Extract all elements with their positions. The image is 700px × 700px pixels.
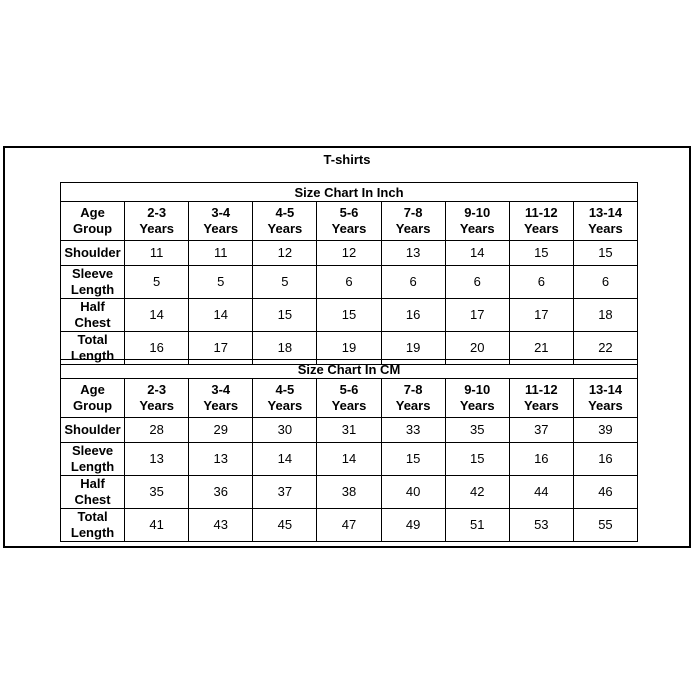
table-row [61, 443, 638, 476]
table-cell: 6 [445, 266, 509, 299]
table-cell: 30 [253, 418, 317, 443]
table-cell: 13 [381, 241, 445, 266]
table-cell: 19 [317, 332, 381, 365]
table-cell: 33 [381, 418, 445, 443]
table-cell: 15 [445, 443, 509, 476]
table-cell: 15 [381, 443, 445, 476]
table-cell: 6 [509, 266, 573, 299]
table-row [61, 418, 638, 443]
table-cell: 17 [445, 299, 509, 332]
table-cell: 22 [573, 332, 637, 365]
size-chart-frame [3, 146, 691, 548]
table-cell: 39 [573, 418, 637, 443]
table-cell: 15 [509, 241, 573, 266]
table-cell: 44 [509, 476, 573, 509]
size-chart-cm-table [60, 359, 638, 542]
table-cell: 5 [189, 266, 253, 299]
age-group-header: 5-6 Years [317, 379, 381, 418]
age-group-header: 13-14 Years [573, 379, 637, 418]
table-cell: 38 [317, 476, 381, 509]
age-group-header: 9-10 Years [445, 379, 509, 418]
age-group-header: 11-12 Years [509, 379, 573, 418]
age-group-label: Age Group [61, 202, 125, 241]
table-cell: 41 [125, 509, 189, 542]
table-cell: 16 [509, 443, 573, 476]
table-cell: 29 [189, 418, 253, 443]
age-group-header: 7-8 Years [381, 379, 445, 418]
table-cell: 18 [573, 299, 637, 332]
table-cell: 15 [317, 299, 381, 332]
table-cell: 51 [445, 509, 509, 542]
table-row [61, 299, 638, 332]
table-cell: 15 [253, 299, 317, 332]
row-label: Shoulder [61, 241, 125, 266]
table-cell: 18 [253, 332, 317, 365]
table-body [61, 418, 638, 542]
table-cell: 14 [189, 299, 253, 332]
table-cell: 12 [253, 241, 317, 266]
table-cell: 45 [253, 509, 317, 542]
table-cell: 46 [573, 476, 637, 509]
table-caption: Size Chart In CM [61, 360, 638, 379]
table-cell: 17 [189, 332, 253, 365]
table-cell: 13 [189, 443, 253, 476]
table-cell: 5 [125, 266, 189, 299]
table-cell: 6 [317, 266, 381, 299]
table-cell: 31 [317, 418, 381, 443]
age-group-header: 9-10 Years [445, 202, 509, 241]
age-group-header: 3-4 Years [189, 379, 253, 418]
table-cell: 55 [573, 509, 637, 542]
row-label: Half Chest [61, 476, 125, 509]
table-cell: 43 [189, 509, 253, 542]
size-chart-inch-table [60, 182, 638, 365]
table-body [61, 241, 638, 365]
table-cell: 47 [317, 509, 381, 542]
row-label: Total Length [61, 509, 125, 542]
table-cell: 28 [125, 418, 189, 443]
row-label: Half Chest [61, 299, 125, 332]
row-label: Total Length [61, 332, 125, 365]
age-group-header: 11-12 Years [509, 202, 573, 241]
table-cell: 11 [189, 241, 253, 266]
age-group-header: 7-8 Years [381, 202, 445, 241]
age-group-row [61, 202, 638, 241]
table-row [61, 476, 638, 509]
table-cell: 36 [189, 476, 253, 509]
age-group-row [61, 379, 638, 418]
table-cell: 19 [381, 332, 445, 365]
table-row [61, 241, 638, 266]
table-row [61, 266, 638, 299]
table-cell: 40 [381, 476, 445, 509]
table-cell: 6 [573, 266, 637, 299]
table-cell: 16 [573, 443, 637, 476]
table-cell: 14 [253, 443, 317, 476]
age-group-header: 13-14 Years [573, 202, 637, 241]
table-cell: 13 [125, 443, 189, 476]
table-cell: 37 [253, 476, 317, 509]
table-cell: 14 [445, 241, 509, 266]
age-group-header: 5-6 Years [317, 202, 381, 241]
table-caption: Size Chart In Inch [61, 183, 638, 202]
age-group-header: 2-3 Years [125, 202, 189, 241]
table-cell: 5 [253, 266, 317, 299]
table-cell: 6 [381, 266, 445, 299]
table-cell: 11 [125, 241, 189, 266]
age-group-header: 4-5 Years [253, 202, 317, 241]
table-cell: 17 [509, 299, 573, 332]
row-label: Shoulder [61, 418, 125, 443]
age-group-header: 4-5 Years [253, 379, 317, 418]
table-cell: 35 [125, 476, 189, 509]
table-cell: 49 [381, 509, 445, 542]
age-group-header: 2-3 Years [125, 379, 189, 418]
table-cell: 53 [509, 509, 573, 542]
table-cell: 21 [509, 332, 573, 365]
table-cell: 16 [381, 299, 445, 332]
table-row [61, 509, 638, 542]
table-cell: 16 [125, 332, 189, 365]
table-cell: 42 [445, 476, 509, 509]
row-label: Sleeve Length [61, 443, 125, 476]
age-group-label: Age Group [61, 379, 125, 418]
table-cell: 20 [445, 332, 509, 365]
age-group-header: 3-4 Years [189, 202, 253, 241]
table-cell: 15 [573, 241, 637, 266]
table-cell: 35 [445, 418, 509, 443]
table-cell: 37 [509, 418, 573, 443]
document-title: T-shirts [323, 152, 371, 167]
table-cell: 14 [317, 443, 381, 476]
table-cell: 12 [317, 241, 381, 266]
row-label: Sleeve Length [61, 266, 125, 299]
table-cell: 14 [125, 299, 189, 332]
